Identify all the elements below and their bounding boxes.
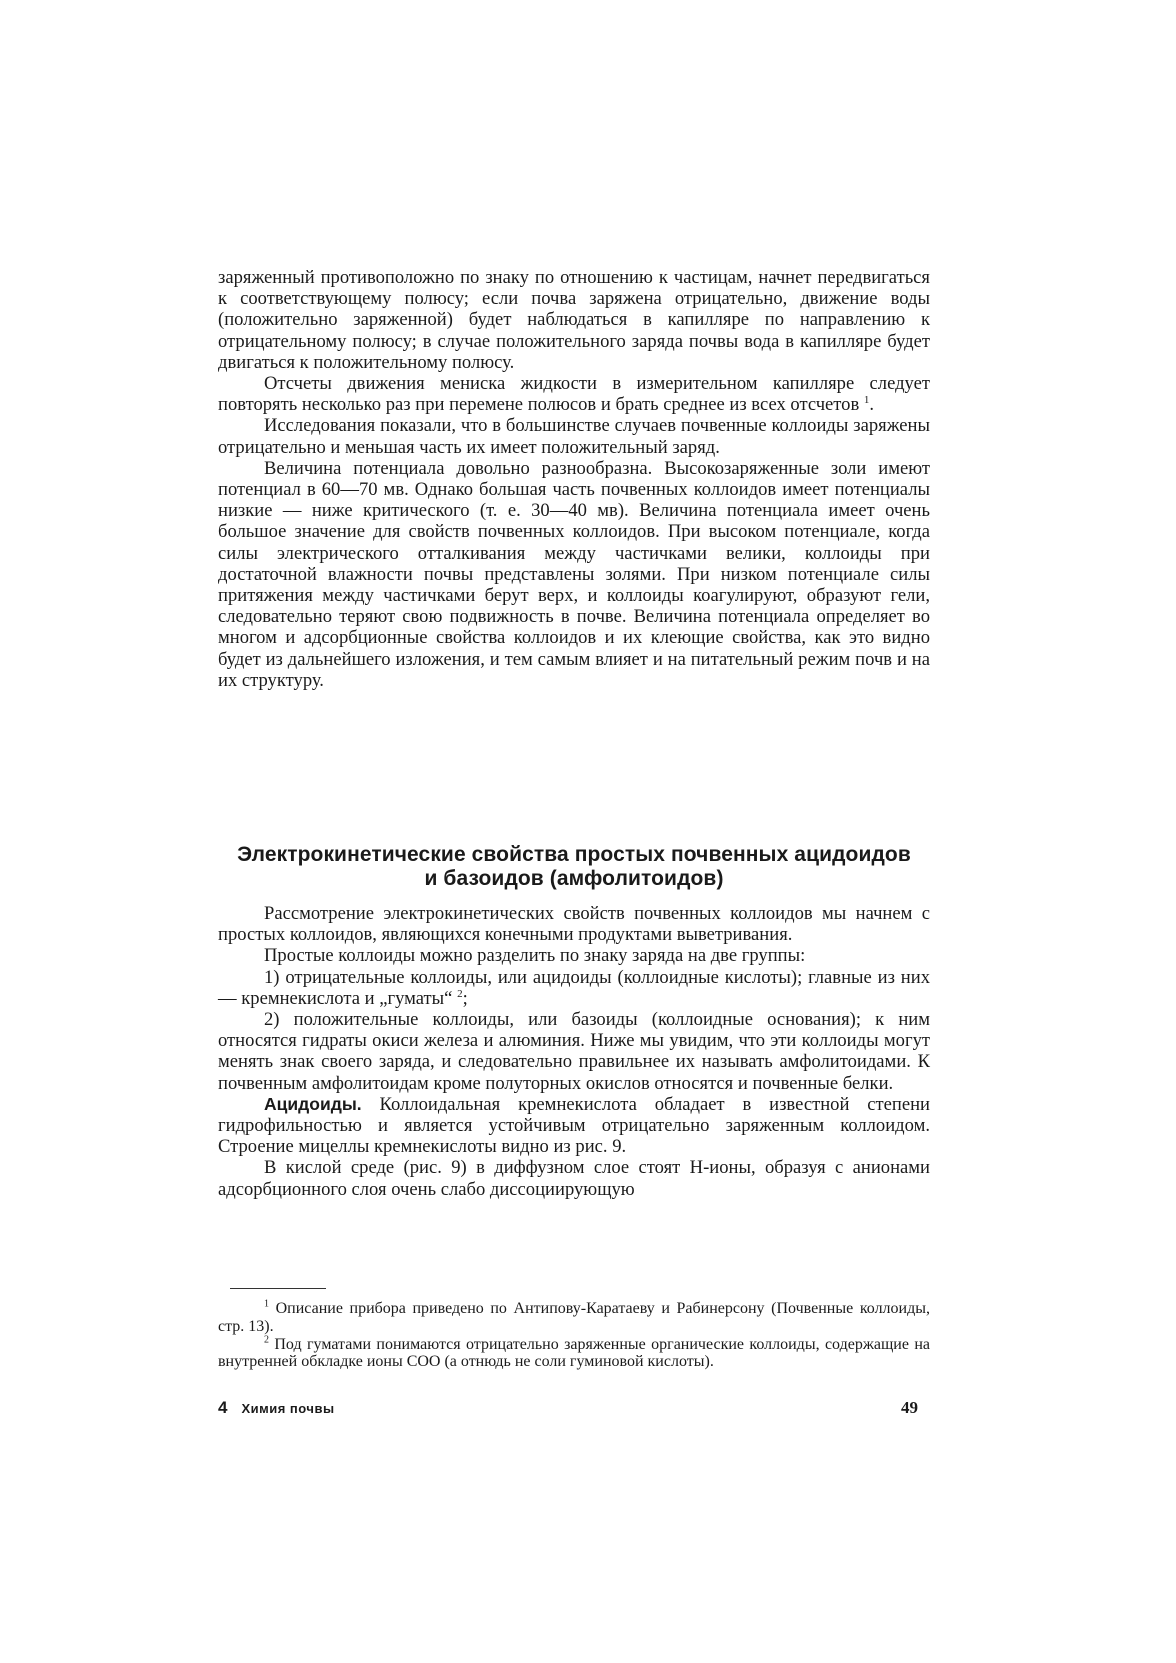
section-heading <box>218 843 930 890</box>
paragraph-intro: Рассмотрение электрокинетических свойств почвенных коллоидов мы начнем с простых коллоидов, являющихся конечными продуктами выветривания. <box>218 903 930 946</box>
footnote-divider <box>230 1288 326 1289</box>
footnote-1-text: Описание прибора приведено по Антипову-Каратаеву и Рабинерсону (Почвенные коллоиды, стр. 13). <box>218 1300 930 1335</box>
paragraph-readings-text: Отсчеты движения мениска жидкости в измерительном капилляре следует повторять несколько раз при перемене полюсов и брать среднее из всех отсчетов <box>218 373 930 416</box>
section-heading-line-1: Электрокинетические свойства простых почвенных ацидоидов <box>237 843 911 866</box>
section-heading-line-2: и базоидов (амфолитоидов) <box>424 866 724 890</box>
paragraph-acid-medium: В кислой среде (рис. 9) в диффузном слое стоят Н-ионы, образуя с анионами адсорбционного слоя очень слабо диссоциирующую <box>218 1157 930 1200</box>
paragraph-acidoids <box>218 1094 930 1158</box>
paragraph-potential: Величина потенциала довольно разнообразна. Высокозаряженные золи имеют потенциал в 60—70 мв. Однако большая часть почвенных коллоидов имеет потенциалы низкие — ниже критического (т. е. 30—40 мв). Величина потенциала имеет очень большое значение для свойств почвенных коллоидов. При высоком потенциале, когда силы электрического отталкивания между частичками велики, коллоиды при достаточной влажности почвы представлены золями. При низком потенциале силы притяжения между частичками берут верх, и коллоиды коагулируют, образуют гели, следовательно теряют свою подвижность в почве. Величина потенциала определяет во многом и адсорбционные свойства коллоидов и их клеющие свойства, как это видно будет из дальнейшего изложения, и тем самым влияет и на питательный режим почв и на их структуру. <box>218 457 930 691</box>
body-text-top <box>218 267 930 691</box>
acidoids-run-in-heading: Ацидоиды. <box>264 1093 362 1114</box>
list-item-negative <box>218 967 930 1009</box>
footnotes <box>218 1300 930 1371</box>
signature-title: Химия почвы <box>241 1401 335 1416</box>
footnote-2-mark: 2 <box>264 1334 269 1346</box>
page-footer <box>218 1398 930 1420</box>
acidoids-text: Коллоидальная кремнекислота обладает в известной степени гидрофильностью и является устойчивым отрицательно заряженным коллоидом. Строение мицеллы кремнекислоты видно из рис. 9. <box>218 1093 930 1158</box>
footnote-ref-2: 2 <box>457 987 463 1000</box>
paragraph-research: Исследования показали, что в большинстве случаев почвенные коллоиды заряжены отрицательно и меньшая часть их имеет положительный заряд. <box>218 415 930 458</box>
footnote-ref-1: 1 <box>863 394 870 407</box>
printer-signature <box>218 1398 335 1418</box>
list-item-negative-end: ; <box>462 987 468 1009</box>
page-number: 49 <box>901 1398 918 1417</box>
footnote-1 <box>218 1300 930 1336</box>
paragraph-readings <box>218 373 930 415</box>
signature-number: 4 <box>218 1398 228 1417</box>
footnote-2-text: Под гуматами понимаются отрицательно заряженные органические коллоиды, содержащие на внутренней обкладке ионы СОО (а отнюдь не соли гуминовой кислоты). <box>218 1335 930 1371</box>
footnote-2 <box>218 1336 930 1372</box>
paragraph-groups: Простые коллоиды можно разделить по знаку заряда на две группы: <box>264 945 806 967</box>
list-item-positive: 2) положительные коллоиды, или базоиды (коллоидные основания); к ним относятся гидраты окиси железа и алюминия. Ниже мы увидим, что эти коллоиды могут менять знак своего заряда, и следовательно правильнее их называть амфолитоидами. К почвенным амфолитоидам кроме полуторных окислов относятся и почвенные белки. <box>218 1009 930 1094</box>
paragraph-readings-end: . <box>869 394 875 416</box>
body-text-bottom <box>218 903 930 1200</box>
paragraph-continuation: заряженный противоположно по знаку по отношению к частицам, начнет передвигаться к соответствующему полюсу; если почва заряжена отрицательно, движение воды (положительно заряженной) будет наблюдаться в капилляре по направлению к отрицательному полюсу; в случае положительного заряда почвы вода в капилляре будет двигаться к положительному полюсу. <box>218 267 930 373</box>
list-item-negative-text: 1) отрицательные коллоиды, или ацидоиды (коллоидные кислоты); главные из них — кремнекислота и „гуматы“ <box>218 966 930 1009</box>
footnote-1-mark: 1 <box>264 1298 269 1310</box>
